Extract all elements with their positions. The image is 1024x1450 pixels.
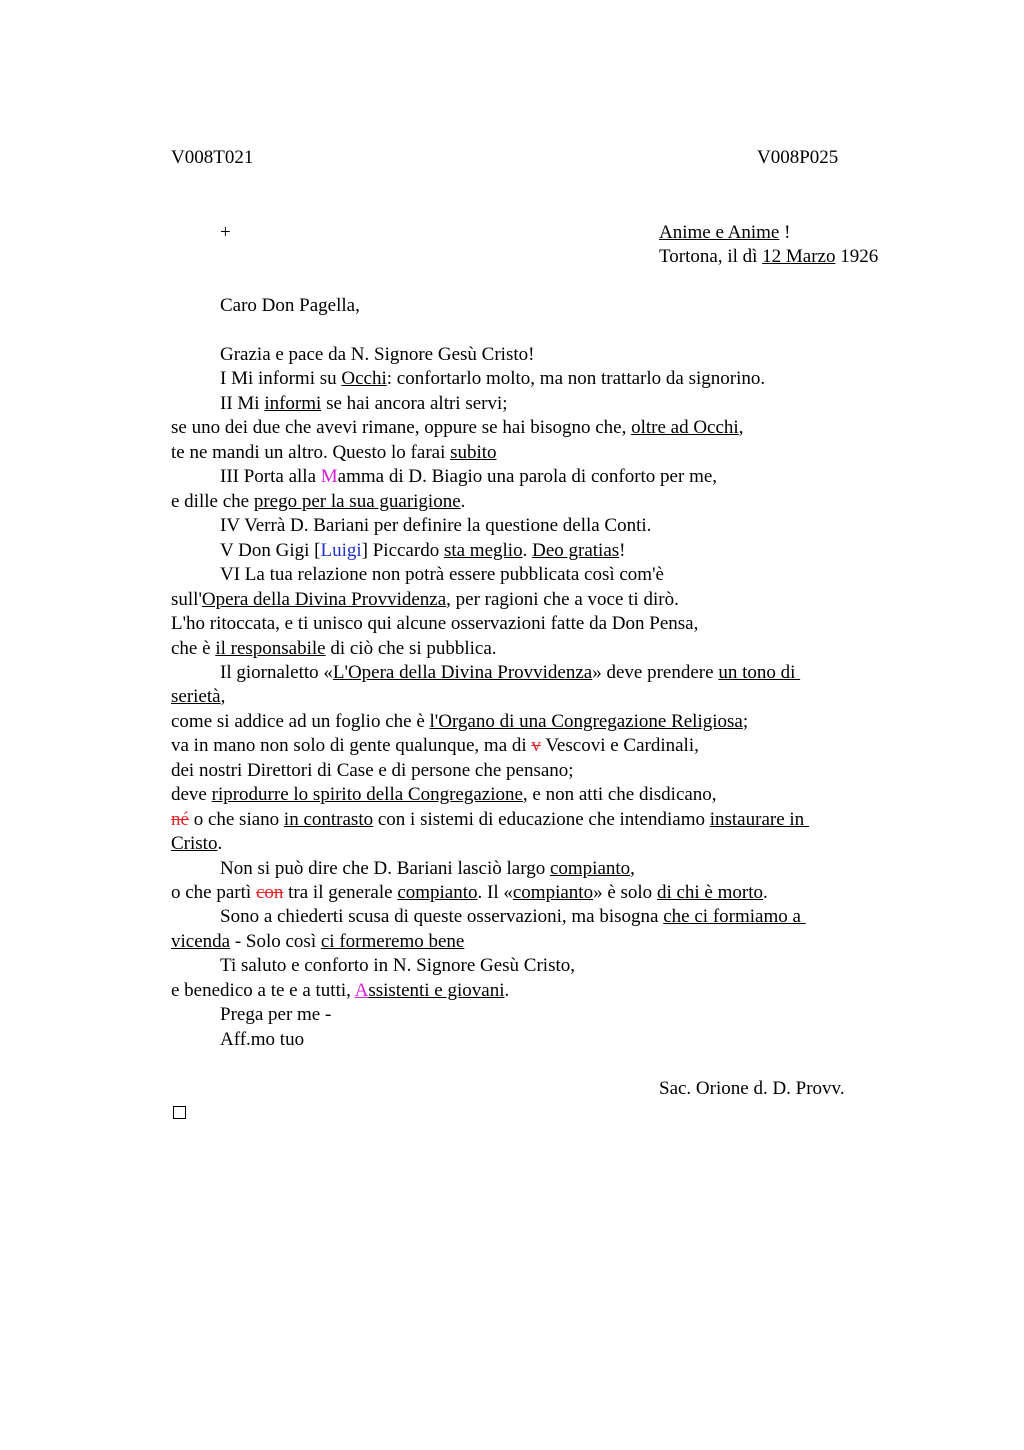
t: subito <box>450 442 497 463</box>
t: » deve prendere <box>592 662 719 683</box>
text-line <box>171 784 717 806</box>
t: , per ragioni che a voce ti dirò. <box>446 589 679 610</box>
t: deve <box>171 784 212 805</box>
header-left-code: V008T021 <box>171 147 254 168</box>
t: te ne mandi un altro. Questo lo farai <box>171 442 451 463</box>
text-line <box>220 393 508 415</box>
t: Il giornaletto « <box>220 662 333 683</box>
t: se hai ancora altri servi; <box>321 393 508 414</box>
t: ; <box>742 711 749 732</box>
t: o che partì <box>171 882 256 903</box>
t: Sono a chiederti scusa di queste osservazioni, ma bisogna <box>220 906 664 927</box>
cross-mark: + <box>220 222 231 243</box>
t: ci formeremo bene <box>320 931 465 952</box>
t: , <box>220 686 226 707</box>
signature: Sac. Orione d. D. Provv. <box>659 1078 845 1099</box>
t: Occhi <box>341 368 387 389</box>
t: Deo gratias <box>532 540 620 561</box>
t: e benedico a te e a tutti, <box>171 980 355 1001</box>
text-line: Prega per me - <box>220 1004 332 1025</box>
text-line <box>171 833 222 855</box>
date-day: 12 Marzo <box>762 246 836 267</box>
t: amma di D. Biagio una parola di conforto per me, <box>337 466 718 487</box>
t: come si addice ad un foglio che è <box>171 711 430 732</box>
date-year: 1926 <box>835 246 879 267</box>
t: con <box>255 882 284 903</box>
t: . <box>504 980 510 1001</box>
text-line <box>171 638 497 660</box>
t: serietà <box>171 686 221 707</box>
t: v <box>531 735 541 756</box>
salutation: Caro Don Pagella, <box>220 295 360 316</box>
t: ! <box>619 540 626 561</box>
t: o che siano <box>188 809 284 830</box>
t: . <box>763 882 768 903</box>
t: M <box>320 466 338 487</box>
t: né <box>171 809 189 830</box>
text-line <box>220 662 800 684</box>
header-right-code: V008P025 <box>757 147 839 168</box>
t: ssistenti e giovani <box>368 980 505 1001</box>
t: I Mi informi su <box>220 368 342 389</box>
t: III Porta alla <box>220 466 321 487</box>
motto <box>659 222 790 244</box>
text-line <box>171 417 743 439</box>
t: Vescovi e Cardinali, <box>540 735 699 756</box>
t: instaurare in <box>709 809 809 830</box>
text-line: L'ho ritoccata, e ti unisco qui alcune osservazioni fatte da Don Pensa, <box>171 613 699 634</box>
t: , <box>630 858 635 879</box>
text-line <box>220 466 717 488</box>
text-line: VI La tua relazione non potrà essere pubblicata così com'è <box>220 564 664 585</box>
t: in contrasto <box>283 809 374 830</box>
text-line <box>171 686 225 708</box>
text-line <box>171 711 748 733</box>
text-line <box>220 540 625 562</box>
motto-punct: ! <box>779 222 791 243</box>
t: : confortarlo molto, ma non trattarlo da signorino. <box>386 368 766 389</box>
t: se uno dei due che avevi rimane, oppure se hai bisogno che, <box>171 417 632 438</box>
t: il responsabile <box>215 638 326 659</box>
text-line <box>171 442 497 464</box>
t: riprodurre lo spirito della Congregazione <box>211 784 523 805</box>
t: A <box>354 980 369 1001</box>
t: l'Organo di una Congregazione Religiosa <box>429 711 743 732</box>
t: compianto <box>549 858 631 879</box>
t: tra il generale <box>283 882 398 903</box>
t: . <box>522 540 533 561</box>
t: II Mi <box>220 393 265 414</box>
t: . Il « <box>477 882 513 903</box>
text-line <box>171 491 465 513</box>
text-line <box>171 931 464 953</box>
t: con i sistemi di educazione che intendiamo <box>373 809 710 830</box>
t: va in mano non solo di gente qualunque, ma di <box>171 735 532 756</box>
motto-text: Anime e Anime <box>659 222 780 243</box>
text-line <box>220 368 765 390</box>
t: che è <box>171 638 216 659</box>
t: e dille che <box>171 491 254 512</box>
letter-date <box>659 246 878 268</box>
t: V Don Gigi [ <box>220 540 321 561</box>
t: di ciò che si pubblica. <box>325 638 497 659</box>
text-line: Grazia e pace da N. Signore Gesù Cristo! <box>220 344 535 365</box>
text-line: dei nostri Direttori di Case e di persone che pensano; <box>171 760 574 781</box>
t: informi <box>264 393 322 414</box>
text-line <box>171 980 509 1002</box>
t: che ci formiamo a <box>663 906 806 927</box>
t: . <box>217 833 223 854</box>
t: sta meglio <box>443 540 523 561</box>
text-line: Ti saluto e conforto in N. Signore Gesù Cristo, <box>220 955 576 976</box>
t: compianto <box>512 882 594 903</box>
text-line <box>220 906 806 928</box>
t: ] Piccardo <box>361 540 444 561</box>
text-line <box>171 809 809 831</box>
t: un tono di <box>718 662 801 683</box>
t: di chi è morto <box>656 882 763 903</box>
text-line <box>171 735 699 757</box>
date-place: Tortona, il dì <box>659 246 763 267</box>
t: oltre ad Occhi <box>631 417 739 438</box>
t: Non si può dire che D. Bariani lasciò largo <box>220 858 550 879</box>
t: . <box>460 491 466 512</box>
text-line <box>171 589 679 611</box>
t: Cristo <box>171 833 218 854</box>
t: , <box>738 417 744 438</box>
t: vicenda <box>171 931 231 952</box>
t: - Solo così <box>230 931 321 952</box>
text-line <box>171 882 768 904</box>
end-box-icon <box>173 1103 186 1125</box>
t: compianto <box>397 882 478 903</box>
t: » è solo <box>593 882 657 903</box>
text-line: Aff.mo tuo <box>220 1029 305 1050</box>
t: , e non atti che disdicano, <box>522 784 717 805</box>
t: prego per la sua guarigione <box>253 491 461 512</box>
text-line <box>220 858 635 880</box>
t: L'Opera della Divina Provvidenza <box>332 662 593 683</box>
t: Luigi <box>320 540 362 561</box>
text-line: IV Verrà D. Bariani per definire la questione della Conti. <box>220 515 652 536</box>
t: sull' <box>171 589 202 610</box>
t: Opera della Divina Provvidenza <box>201 589 447 610</box>
